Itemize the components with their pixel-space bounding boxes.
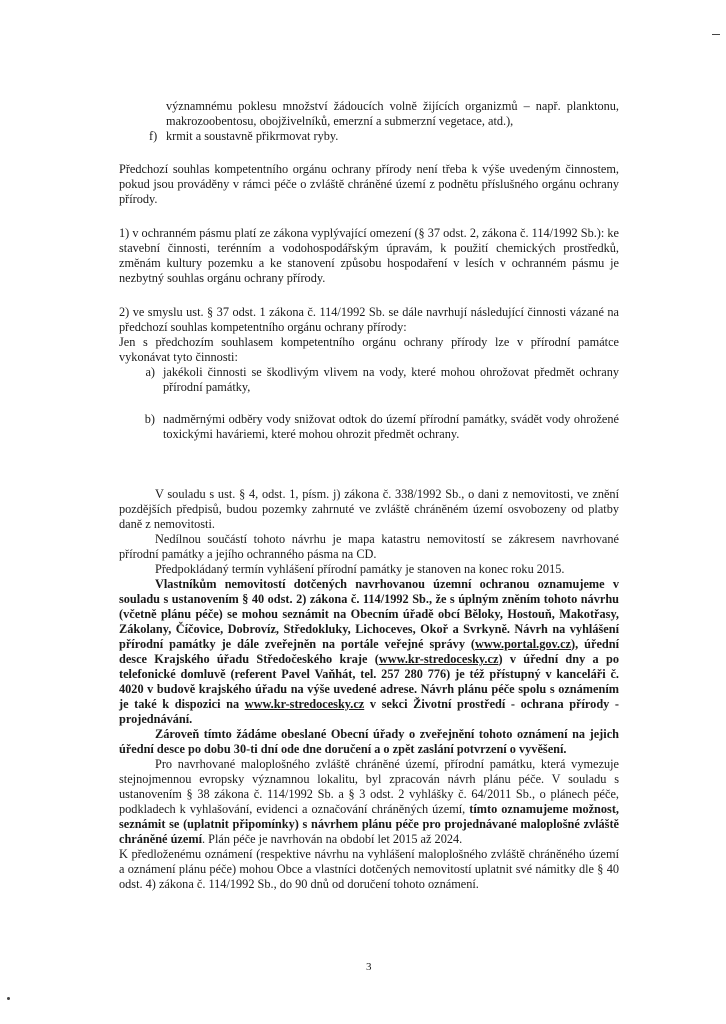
list-item-a xyxy=(119,365,619,395)
list-item-text: nadměrnými odběry vody snižovat odtok do území přírodní památky, svádět vody ohrožené toxickými haváriemi, které mohou ohrozit předmět ochrany. xyxy=(163,412,619,441)
kr-stredocesky-link[interactable]: www.kr-stredocesky.cz xyxy=(378,652,499,666)
paragraph-objections: K předloženému oznámení (respektive návrhu na vyhlášení maloplošného zvláště chráněného území a oznámení plánu péče) mohou Obce a vlastníci dotčených nemovitostí uplatnit své námitky dle § 40 odst. 4) zákona č. 114/1992 Sb., do 90 dnů od doručení tohoto oznámení. xyxy=(119,847,619,891)
care-plan-text-1: Pro navrhované maloplošného zvláště chráněné území, přírodní památku, která vymezuje stejnojmennou evropsky významnou lokalitu, byl zpracován návrh plánu péče. V souladu s ustanovením § 38 zákona č. 114/1992 Sb. a § 3 odst. 2 vyhlášky č. 64/2011 Sb., o plánech péče, podkladech k vyhlašování, evidenci a označování chráněných území, xyxy=(119,757,619,816)
paragraph-owners-notice xyxy=(119,577,619,727)
kr-stredocesky-link-2[interactable]: www.kr-stredocesky.cz xyxy=(244,697,365,711)
list-item-f xyxy=(149,129,619,144)
list-item-text: jakékoli činnosti se škodlivým vlivem na vody, které mohou ohrožovat předmět ochrany přírodní památky, xyxy=(163,365,619,394)
paragraph-2-activities: Jen s předchozím souhlasem kompetentního orgánu ochrany přírody lze v přírodní památce vykonávat tyto činnosti: xyxy=(119,335,619,364)
paragraph-1: 1) v ochranném pásmu platí ze zákona vyplývající omezení (§ 37 odst. 2, zákona č. 114/1992 Sb.): ke stavební činnosti, terénním a vodohospodářským úpravám, k použití chemických prostředků, změnám kultury pozemku a ke stanovení způsobu hospodaření v lesích v ochranném pásmu je nezbytný souhlas orgánu ochrany přírody. xyxy=(119,226,619,285)
paragraph-prior-consent: Předchozí souhlas kompetentního orgánu ochrany přírody není třeba k výše uvedeným činnostem, pokud jsou prováděny v rámci péče o zvláště chráněné území z podnětu příslušného orgánu ochrany přírody. xyxy=(119,162,619,206)
intro-continuation: významnému poklesu množství žádoucích volně žijících organizmů – např. planktonu, makrozoobentosu, obojživelníků, emerzní a submerzní vegetace, atd.), xyxy=(166,99,619,128)
care-plan-text-2: . Plán péče je navrhován na období let 2015 až 2024. xyxy=(202,832,463,846)
paragraph-request: Zároveň tímto žádáme obeslané Obecní úřady o zveřejnění tohoto oznámení na jejich úřední desce po dobu 30-ti dní ode dne doručení a o zpět zaslání potvrzení o vyvěšení. xyxy=(119,727,619,756)
paragraph-tax: V souladu s ust. § 4, odst. 1, písm. j) zákona č. 338/1992 Sb., o dani z nemovitosti, ve znění pozdějších předpisů, budou pozemky zahrnuté ve zvláště chráněném území osvobozeny od platby daně z nemovitosti. xyxy=(119,487,619,531)
owners-text-1: Vlastníkům nemovitostí dotčených navrhovanou územní ochranou oznamujeme v souladu s ustanovením § 40 odst. 2) zákona č. 114/1992 Sb., že s úplným zněním tohoto návrhu (včetně plánu péče) se mohou seznámit na Obecním úřadě obcí Běloky, Hostouň, Makotřasy, Zákolany, Číčovice, Dobrovíz, Středokluky, Lichoceves, Okoř a Svrkyně. Návrh na vyhlášení přírodní památky je dále zveřejněn na portále veřejné správy ( xyxy=(119,577,619,651)
paragraph-map: Nedílnou součástí tohoto návrhu je mapa katastru nemovitostí se zákresem navrhované přírodní památky a jejího ochranného pásma na CD. xyxy=(119,532,619,561)
list-item-text: krmit a soustavně přikrmovat ryby. xyxy=(166,129,339,143)
scan-mark xyxy=(712,34,720,35)
scan-dot xyxy=(7,997,10,1000)
care-plan-bold: tímto oznamujeme možnost, seznámit se (uplatnit připomínky) s návrhem plánu péče pro projednávané maloplošné zvláště chráněné území xyxy=(119,802,619,846)
owners-text-2: ), úřední desce Krajského úřadu Středočeského kraje ( xyxy=(119,637,619,666)
list-item-label: f) xyxy=(149,129,158,143)
list-item-label: b) xyxy=(144,412,155,426)
page-number: 3 xyxy=(366,961,372,973)
list-item-label: a) xyxy=(145,365,155,379)
list-item-b xyxy=(119,412,619,442)
paragraph-term: Předpokládaný termín vyhlášení přírodní památky je stanoven na konec roku 2015. xyxy=(155,562,565,576)
owners-text-4: v sekci Životní prostředí - ochrana přírody - projednávání. xyxy=(119,697,619,726)
owners-text-3: ) v úřední dny a po telefonické domluvě (referent Pavel Vaňhát, tel. 257 280 776) je též přístupný v kanceláři č. 4020 v budově krajského úřadu na výše uvedené adrese. Návrh plánu péče spolu s oznámením je také k dispozici na xyxy=(119,652,619,711)
paragraph-care-plan xyxy=(119,757,619,847)
portal-link[interactable]: www.portal.gov.cz xyxy=(475,637,572,651)
paragraph-2: 2) ve smyslu ust. § 37 odst. 1 zákona č. 114/1992 Sb. se dále navrhují následující činnosti vázané na předchozí souhlas kompetentního orgánu ochrany přírody: xyxy=(119,305,619,334)
page-content xyxy=(119,99,619,892)
